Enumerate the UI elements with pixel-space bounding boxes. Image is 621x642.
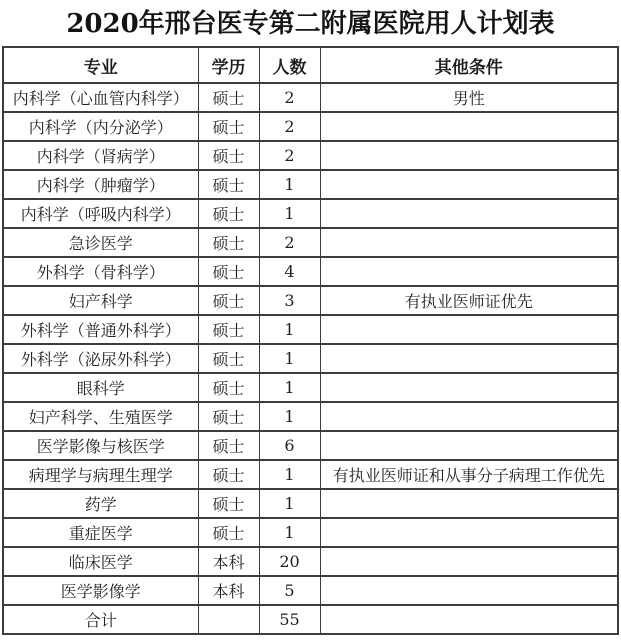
cell-count: 2 xyxy=(259,83,320,112)
cell-major: 临床医学 xyxy=(3,547,198,576)
cell-major: 内科学（内分泌学） xyxy=(3,112,198,141)
cell-degree: 硕士 xyxy=(198,402,259,431)
table-row xyxy=(3,199,618,228)
total-row xyxy=(3,605,618,634)
cell-note xyxy=(320,315,618,344)
cell-degree: 本科 xyxy=(198,576,259,605)
cell-degree: 硕士 xyxy=(198,315,259,344)
cell-count: 1 xyxy=(259,315,320,344)
cell-count: 1 xyxy=(259,460,320,489)
cell-degree: 硕士 xyxy=(198,228,259,257)
cell-degree: 硕士 xyxy=(198,431,259,460)
cell-degree: 硕士 xyxy=(198,286,259,315)
page-title: 2020年邢台医专第二附属医院用人计划表 xyxy=(66,9,555,39)
table-row xyxy=(3,112,618,141)
column-header-degree: 学历 xyxy=(198,47,259,83)
cell-major: 内科学（肾病学） xyxy=(3,141,198,170)
table-row xyxy=(3,576,618,605)
cell-degree: 硕士 xyxy=(198,257,259,286)
table-row xyxy=(3,431,618,460)
cell-major: 内科学（肿瘤学） xyxy=(3,170,198,199)
cell-note xyxy=(320,431,618,460)
cell-note xyxy=(320,257,618,286)
cell-major: 内科学（呼吸内科学） xyxy=(3,199,198,228)
cell-major: 急诊医学 xyxy=(3,228,198,257)
cell-count: 6 xyxy=(259,431,320,460)
table-row xyxy=(3,373,618,402)
table-header xyxy=(3,47,618,83)
cell-major: 药学 xyxy=(3,489,198,518)
cell-degree: 硕士 xyxy=(198,141,259,170)
table-body xyxy=(3,83,618,634)
header-row xyxy=(3,47,618,83)
cell-major: 外科学（普通外科学） xyxy=(3,315,198,344)
cell-count: 1 xyxy=(259,373,320,402)
cell-count: 55 xyxy=(259,605,320,634)
cell-note xyxy=(320,402,618,431)
cell-note xyxy=(320,228,618,257)
cell-note: 有执业医师证和从事分子病理工作优先 xyxy=(320,460,618,489)
table-row xyxy=(3,170,618,199)
cell-degree: 硕士 xyxy=(198,112,259,141)
cell-degree xyxy=(198,605,259,634)
table-row xyxy=(3,344,618,373)
cell-note xyxy=(320,141,618,170)
cell-count: 1 xyxy=(259,170,320,199)
table-row xyxy=(3,257,618,286)
cell-note: 有执业医师证优先 xyxy=(320,286,618,315)
cell-count: 1 xyxy=(259,518,320,547)
cell-note xyxy=(320,344,618,373)
cell-note xyxy=(320,373,618,402)
cell-count: 4 xyxy=(259,257,320,286)
cell-note xyxy=(320,576,618,605)
cell-degree: 硕士 xyxy=(198,199,259,228)
cell-major: 重症医学 xyxy=(3,518,198,547)
table-row xyxy=(3,460,618,489)
table-row xyxy=(3,402,618,431)
cell-count: 3 xyxy=(259,286,320,315)
cell-degree: 本科 xyxy=(198,547,259,576)
cell-count: 1 xyxy=(259,344,320,373)
cell-degree: 硕士 xyxy=(198,170,259,199)
table-row xyxy=(3,141,618,170)
column-header-count: 人数 xyxy=(259,47,320,83)
cell-major: 内科学（心血管内科学） xyxy=(3,83,198,112)
column-header-major: 专业 xyxy=(3,47,198,83)
cell-note xyxy=(320,518,618,547)
cell-note xyxy=(320,605,618,634)
cell-degree: 硕士 xyxy=(198,518,259,547)
cell-major: 眼科学 xyxy=(3,373,198,402)
cell-count: 1 xyxy=(259,199,320,228)
cell-count: 2 xyxy=(259,228,320,257)
table-row xyxy=(3,489,618,518)
recruitment-plan-table xyxy=(2,46,619,635)
cell-note xyxy=(320,112,618,141)
cell-degree: 硕士 xyxy=(198,460,259,489)
cell-major: 妇产科学、生殖医学 xyxy=(3,402,198,431)
cell-count: 1 xyxy=(259,402,320,431)
cell-count: 1 xyxy=(259,489,320,518)
cell-note: 男性 xyxy=(320,83,618,112)
cell-degree: 硕士 xyxy=(198,373,259,402)
cell-degree: 硕士 xyxy=(198,489,259,518)
cell-major: 妇产科学 xyxy=(3,286,198,315)
cell-count: 2 xyxy=(259,112,320,141)
table-row xyxy=(3,518,618,547)
cell-note xyxy=(320,199,618,228)
table-row xyxy=(3,547,618,576)
cell-degree: 硕士 xyxy=(198,83,259,112)
cell-degree: 硕士 xyxy=(198,344,259,373)
cell-note xyxy=(320,489,618,518)
table-row xyxy=(3,286,618,315)
cell-count: 5 xyxy=(259,576,320,605)
cell-major: 外科学（骨科学） xyxy=(3,257,198,286)
table-row xyxy=(3,83,618,112)
cell-count: 2 xyxy=(259,141,320,170)
cell-major: 外科学（泌尿外科学） xyxy=(3,344,198,373)
table-row xyxy=(3,315,618,344)
cell-major: 病理学与病理生理学 xyxy=(3,460,198,489)
cell-count: 20 xyxy=(259,547,320,576)
cell-major: 医学影像与核医学 xyxy=(3,431,198,460)
column-header-other: 其他条件 xyxy=(320,47,618,83)
cell-major: 医学影像学 xyxy=(3,576,198,605)
cell-major: 合计 xyxy=(3,605,198,634)
table-row xyxy=(3,228,618,257)
cell-note xyxy=(320,170,618,199)
cell-note xyxy=(320,547,618,576)
